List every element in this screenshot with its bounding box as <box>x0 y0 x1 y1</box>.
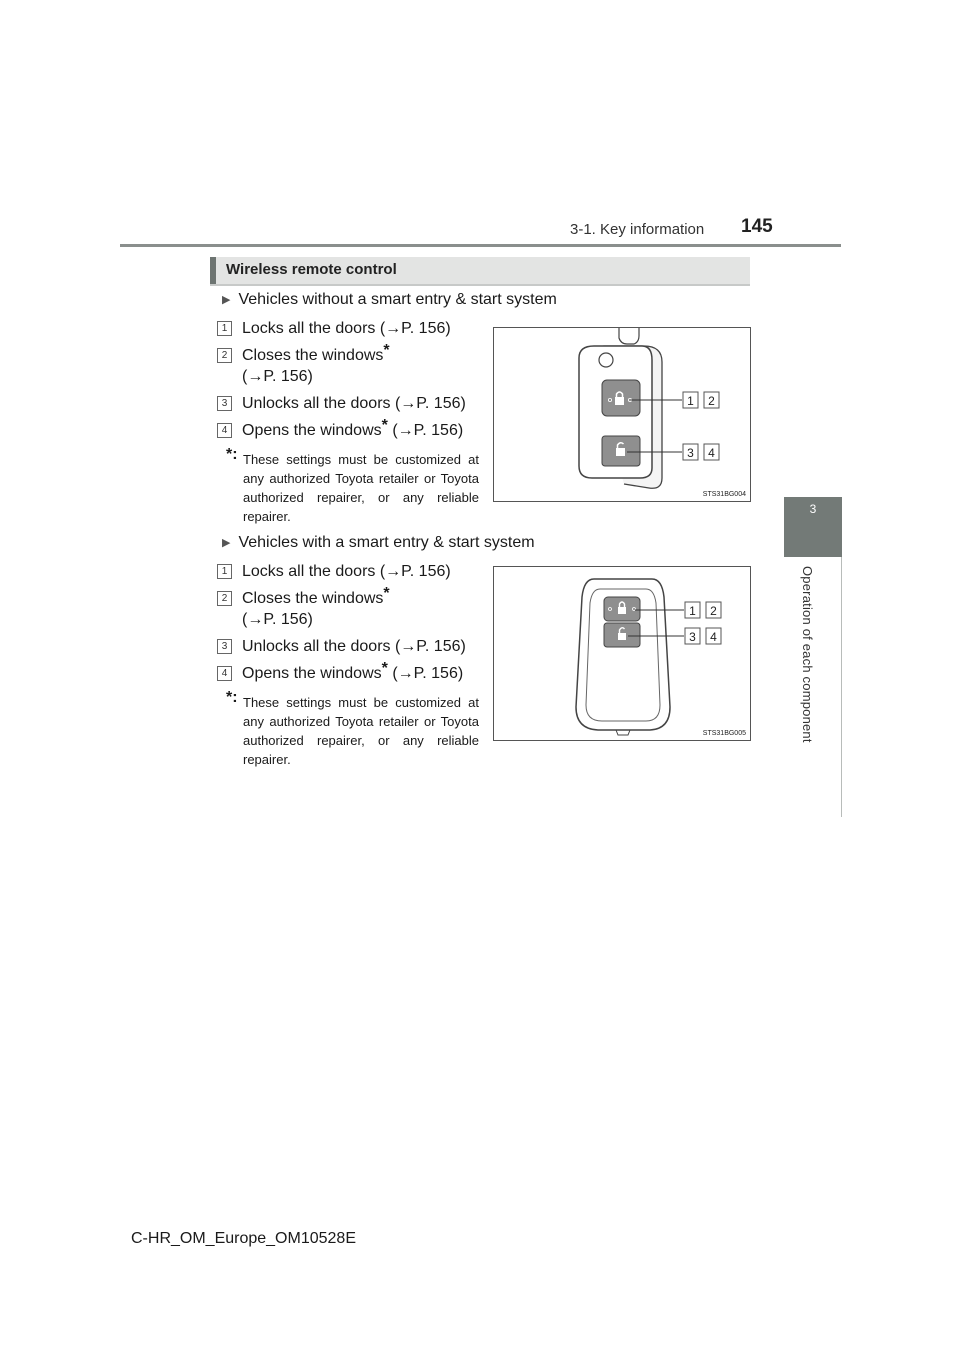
note-marker: *: <box>226 446 238 463</box>
chapter-tab-line <box>841 557 842 817</box>
smart-key-illustration <box>494 567 750 740</box>
document-id: C-HR_OM_Europe_OM10528E <box>131 1230 356 1247</box>
header-rule <box>120 244 841 247</box>
list-item-continuation: (→P. 156) <box>242 368 313 385</box>
list-item: Locks all the doors (→P. 156) <box>242 563 451 580</box>
list-item: Locks all the doors (→P. 156) <box>242 320 451 337</box>
item-number-badge: 3 <box>217 396 232 411</box>
item-number-badge: 2 <box>217 348 232 363</box>
footnote-star: * <box>381 417 388 434</box>
triangle-bullet-icon: ▶ <box>222 294 231 306</box>
page-number: 145 <box>741 216 773 237</box>
list-item-continuation: (→P. 156) <box>242 611 313 628</box>
list-item: Closes the windows* <box>242 342 390 364</box>
callout-label: 2 <box>708 394 715 408</box>
figure-code: STS31BG004 <box>702 491 746 498</box>
callout-label: 3 <box>689 630 696 644</box>
item-number-badge: 1 <box>217 321 232 336</box>
section-heading <box>210 257 750 286</box>
figure-code: STS31BG005 <box>702 730 746 737</box>
chapter-title: Operation of each component <box>800 566 815 743</box>
note-marker: *: <box>226 689 238 706</box>
callout-label: 3 <box>687 446 694 460</box>
item-number-badge: 3 <box>217 639 232 654</box>
list-item: Opens the windows* (→P. 156) <box>242 417 464 439</box>
footnote-text: These settings must be customized at any authorized Toyota retailer or Toyota authorized repairer, or any reliable repairer. <box>243 695 479 767</box>
callout-label: 4 <box>708 446 715 460</box>
list-item: Closes the windows* <box>242 585 390 607</box>
item-number-badge: 2 <box>217 591 232 606</box>
item-number-badge: 1 <box>217 564 232 579</box>
section-heading-title: Wireless remote control <box>226 261 397 278</box>
list-item: Opens the windows* (→P. 156) <box>242 660 464 682</box>
callout-label: 2 <box>710 604 717 618</box>
list-item: Unlocks all the doors (→P. 156) <box>242 638 466 655</box>
figure-key-fob-without-smart-entry <box>493 327 751 502</box>
footnote-star: * <box>383 342 390 359</box>
callout-label: 1 <box>687 394 694 408</box>
subsection-title-with-smart-entry: ▶ Vehicles with a smart entry & start system <box>222 534 535 551</box>
list-item: Unlocks all the doors (→P. 156) <box>242 395 466 412</box>
footnote-star: * <box>383 585 390 602</box>
callout-label: 1 <box>689 604 696 618</box>
item-number-badge: 4 <box>217 423 232 438</box>
callout-label: 4 <box>710 630 717 644</box>
figure-key-fob-with-smart-entry <box>493 566 751 741</box>
triangle-bullet-icon: ▶ <box>222 537 231 549</box>
chapter-number: 3 <box>809 502 817 516</box>
section-heading-accent <box>210 257 216 284</box>
footnote-star: * <box>381 660 388 677</box>
subsection-title-without-smart-entry: ▶ Vehicles without a smart entry & start system <box>222 291 557 308</box>
header-section-title: 3-1. Key information <box>570 221 705 238</box>
item-number-badge: 4 <box>217 666 232 681</box>
footnote-text: These settings must be customized at any authorized Toyota retailer or Toyota authorized repairer, or any reliable repairer. <box>243 452 479 524</box>
key-fob-illustration <box>494 328 750 501</box>
